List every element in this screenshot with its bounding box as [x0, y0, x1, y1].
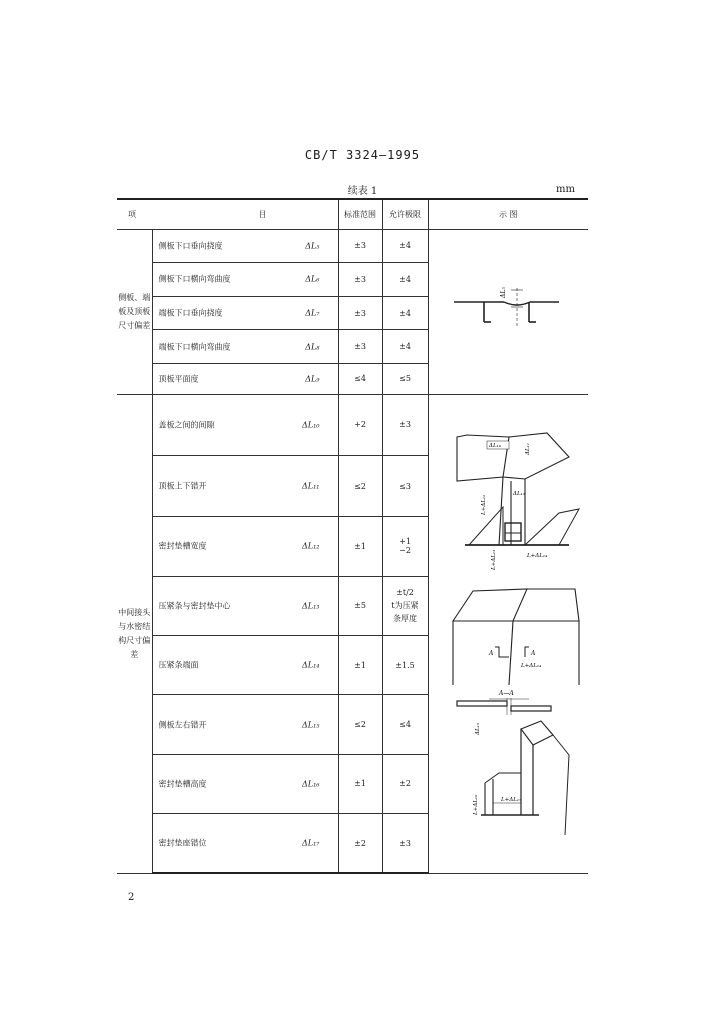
limit-value: ±3: [382, 394, 428, 455]
lap-joint-diagram: [457, 433, 579, 571]
item-name: 侧板左右错开: [158, 720, 207, 729]
standard-value: ±3: [338, 263, 382, 297]
spec-table: [117, 198, 588, 874]
item-name: 密封垫槽高度: [158, 779, 207, 789]
dim-label: L+ΔL₁₂: [480, 494, 487, 515]
limit-value: ±2: [382, 754, 428, 813]
item-symbol: ΔL₁₄: [302, 660, 320, 670]
dim-label: L+ΔL₁₆: [472, 794, 479, 815]
standard-value: ±2: [338, 814, 382, 873]
joint-structure-diagrams: [429, 395, 589, 871]
limit-value: ±1.5: [382, 635, 428, 694]
standard-value: ±1: [338, 517, 382, 576]
cross-section-diagram: [429, 230, 589, 392]
item-name: 压紧条与密封垫中心: [158, 601, 231, 611]
item-symbol: ΔL₁₅: [302, 720, 320, 729]
dim-label: ΔL₁₅: [474, 722, 481, 735]
standard-value: ≤2: [338, 695, 382, 754]
limit-lower: −2: [399, 546, 411, 556]
standard-value: ±1: [338, 754, 382, 813]
limit-value: ±4: [382, 229, 428, 263]
group-label-2: 中间接头与水密结构尺寸偏差: [117, 394, 152, 873]
limit-value: ≤4: [382, 695, 428, 754]
item-name: 顶板平面度: [158, 374, 199, 384]
standard-code: CB/T 3324—1995: [304, 148, 421, 162]
col-header-item: 项 目: [117, 199, 338, 229]
unit-label: mm: [556, 184, 575, 195]
limit-line-1: ±t/2: [396, 588, 414, 598]
item-symbol: ΔL₁₃: [302, 601, 320, 611]
item-name: 侧板下口垂向挠度: [158, 241, 223, 251]
standard-value: +2: [338, 394, 382, 455]
col-header-diagram: 示 图: [428, 199, 588, 229]
item-name: 压紧条端面: [158, 660, 199, 670]
standard-value: ±3: [338, 229, 382, 263]
item-name: 顶板上下错开: [158, 481, 207, 491]
table-row: [117, 229, 588, 263]
limit-value: ±3: [382, 814, 428, 873]
item-name: 密封垫座错位: [158, 838, 207, 848]
standard-value: ±3: [338, 330, 382, 364]
limit-value: ≤5: [382, 363, 428, 394]
limit-line-2: t为压紧: [391, 601, 419, 611]
item-symbol: ΔL₁₀: [302, 420, 320, 430]
section-aa-diagram: [457, 690, 551, 736]
item-symbol: ΔL₆: [305, 274, 320, 284]
page-number: 2: [128, 892, 135, 903]
item-name: 密封垫槽宽度: [158, 541, 207, 551]
limit-upper: +1: [399, 537, 411, 547]
item-symbol: ΔL₅: [305, 241, 320, 251]
group-label-1: 侧板、端板及顶板尺寸偏差: [117, 229, 152, 394]
limit-value: ±4: [382, 263, 428, 297]
table-header-row: [117, 199, 588, 229]
limit-value: ±4: [382, 330, 428, 364]
dim-label: L+ΔL₁₃: [490, 549, 497, 570]
item-symbol: ΔL₉: [305, 374, 320, 384]
section-mark-a-left: A: [488, 649, 493, 657]
table-row: [117, 394, 588, 455]
limit-value: [382, 517, 428, 576]
standard-value: ≤2: [338, 455, 382, 516]
dim-label: ΔL₁₁: [524, 442, 531, 455]
dim-label: L+ΔL₁₇: [500, 796, 521, 803]
section-mark-a-right: A: [530, 649, 535, 657]
limit-value: [382, 576, 428, 635]
item-symbol: ΔL₇: [305, 308, 320, 318]
item-name: 端板下口横向弯曲度: [158, 342, 231, 352]
standard-value: ±1: [338, 635, 382, 694]
dim-label: L+ΔL₁₄: [526, 552, 547, 559]
item-symbol: ΔL₁₂: [302, 541, 320, 551]
limit-line-3: 条厚度: [393, 614, 418, 624]
item-symbol: ΔL₁₆: [302, 779, 320, 789]
diagram-2-cell: [428, 394, 588, 873]
item-symbol: ΔL₈: [305, 342, 320, 352]
col-header-standard: 标准范围: [338, 199, 382, 229]
item-name: 侧板下口横向弯曲度: [158, 274, 231, 284]
section-title: A—A: [498, 689, 514, 697]
item-name: 盖板之间的间隙: [158, 420, 215, 430]
dim-label: ΔL₅: [499, 286, 507, 298]
item-symbol: ΔL₁₇: [302, 838, 320, 848]
plate-joint-diagram: [453, 589, 579, 685]
dim-label: ΔL₁₃: [512, 490, 525, 497]
standard-value: ±3: [338, 296, 382, 330]
dim-label: ΔL₁₀: [488, 442, 501, 449]
diagram-1-cell: [428, 229, 588, 394]
limit-value: ±4: [382, 296, 428, 330]
limit-value: ≤3: [382, 455, 428, 516]
col-header-limit: 允许极限: [382, 199, 428, 229]
table-caption: 续表 1: [347, 186, 378, 197]
standard-value: ≤4: [338, 363, 382, 394]
seal-seat-diagram: [473, 721, 569, 835]
item-symbol: ΔL₁₁: [302, 481, 320, 491]
standard-value: ±5: [338, 576, 382, 635]
item-name: 端板下口垂向挠度: [158, 308, 223, 318]
dim-label: L+ΔL₁₄: [520, 662, 541, 669]
